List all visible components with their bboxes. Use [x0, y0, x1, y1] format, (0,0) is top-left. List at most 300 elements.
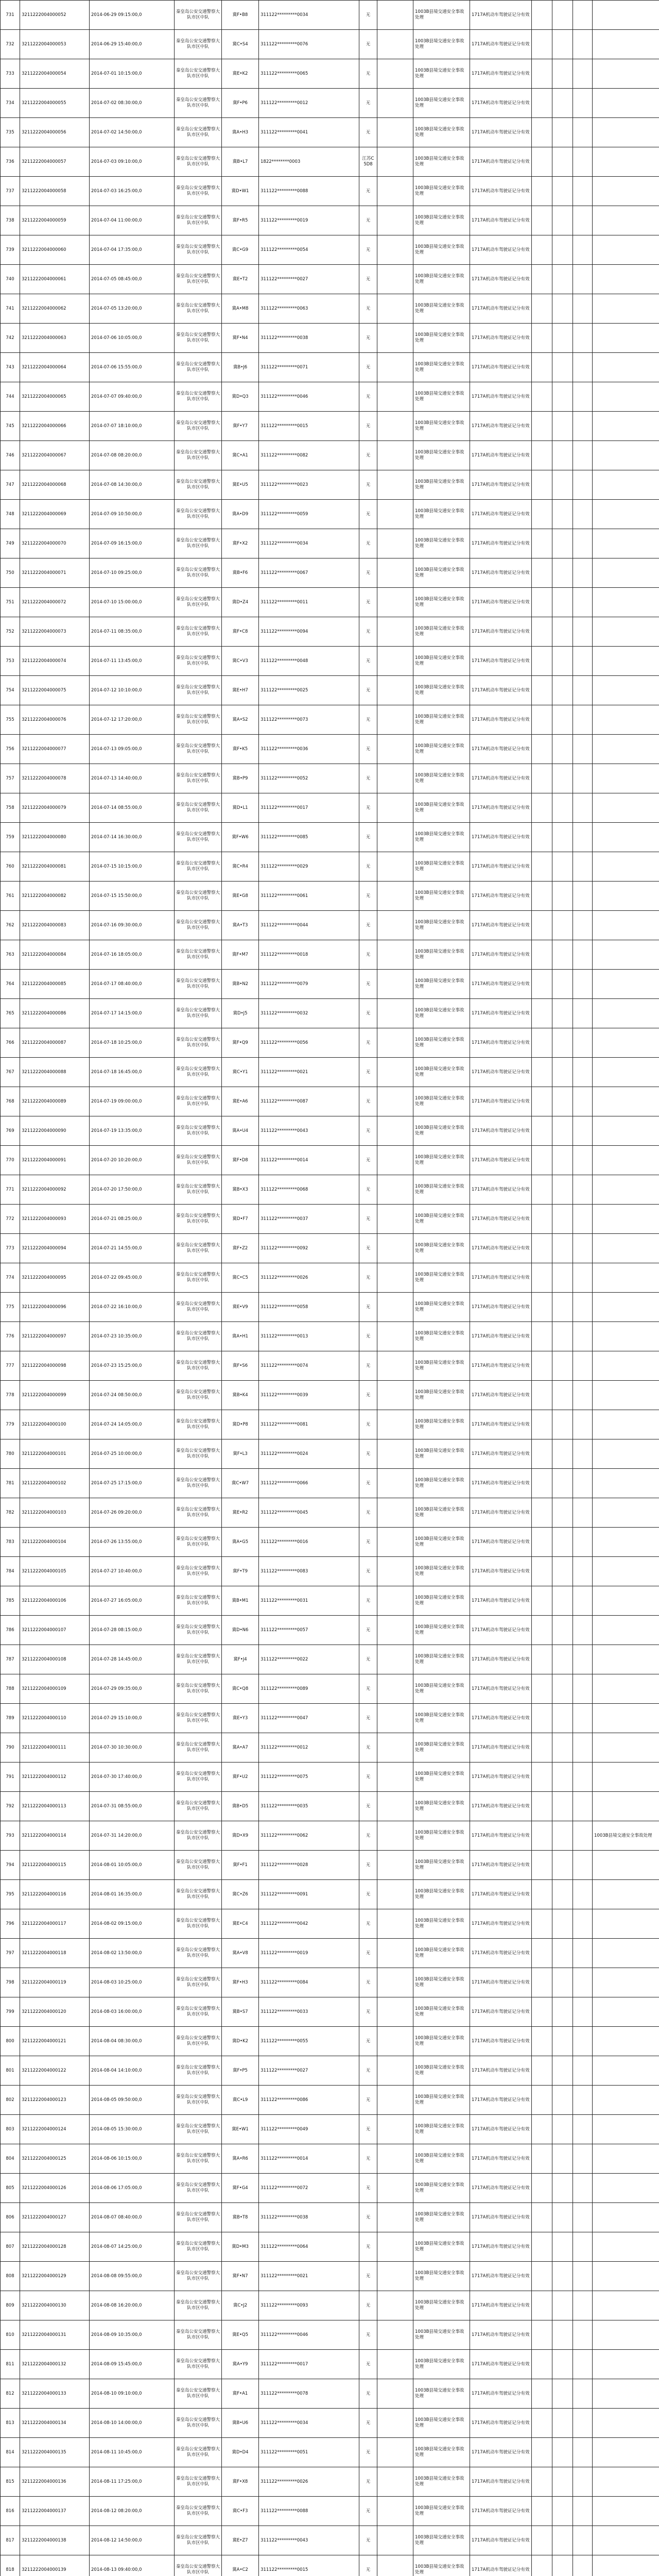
license-code: 1822********0003: [259, 147, 359, 177]
plate-number: 冀C•Q8: [222, 1674, 259, 1704]
record-time: 2014-07-22 09:45:00,0: [90, 1263, 175, 1293]
flag-cell: 无: [359, 89, 377, 118]
blank-cell: [552, 2232, 573, 2262]
violation-desc: 1003B县境交通安全事故处理: [413, 2526, 470, 2555]
table-row: [1, 1439, 659, 1469]
violation-desc: 1003B县境交通安全事故处理: [413, 2555, 470, 2576]
license-code: 311122*********0034: [259, 529, 359, 558]
remark-cell: [593, 558, 659, 588]
remark-cell: [593, 412, 659, 441]
plate-number: 冀B•T8: [222, 2203, 259, 2232]
blank-cell: [377, 1968, 413, 1997]
blank-cell: [377, 558, 413, 588]
flag-cell: 江苏C5D8: [359, 147, 377, 177]
violation-desc: 1003B县境交通安全事故处理: [413, 412, 470, 441]
penalty-desc: 1717A机动车驾驶证记分有效: [470, 500, 532, 529]
blank-cell: [552, 265, 573, 294]
issuing-unit: 秦皇岛公安交通警察大队市区中队: [175, 2555, 222, 2576]
plate-number: 冀E•V9: [222, 1293, 259, 1322]
remark-cell: [593, 1058, 659, 1087]
record-time: 2014-07-06 10:05:00,0: [90, 324, 175, 353]
issuing-unit: 秦皇岛公安交通警察大队市区中队: [175, 1880, 222, 1909]
blank-cell: [573, 500, 593, 529]
table-row: [1, 1381, 659, 1410]
record-time: 2014-07-26 09:20:00,0: [90, 1498, 175, 1528]
blank-cell: [377, 1880, 413, 1909]
blank-cell: [552, 911, 573, 940]
record-time: 2014-07-10 15:00:00,0: [90, 588, 175, 617]
violation-desc: 1003B县境交通安全事故处理: [413, 1469, 470, 1498]
blank-cell: [532, 382, 552, 412]
plate-number: 冀F•B8: [222, 1, 259, 30]
issuing-unit: 秦皇岛公安交通警察大队市区中队: [175, 2144, 222, 2174]
table-row: [1, 911, 659, 940]
license-code: 311122*********0026: [259, 2467, 359, 2497]
issuing-unit: 秦皇岛公安交通警察大队市区中队: [175, 735, 222, 764]
issuing-unit: 秦皇岛公安交通警察大队市区中队: [175, 1175, 222, 1205]
row-index: 754: [1, 676, 20, 705]
remark-cell: [593, 1, 659, 30]
row-index: 799: [1, 1997, 20, 2027]
flag-cell: 无: [359, 2350, 377, 2379]
issuing-unit: 秦皇岛公安交通警察大队市区中队: [175, 882, 222, 911]
license-code: 311122*********0044: [259, 911, 359, 940]
penalty-desc: 1717A机动车驾驶证记分有效: [470, 2467, 532, 2497]
blank-cell: [573, 59, 593, 89]
remark-cell: [593, 1645, 659, 1674]
blank-cell: [573, 2555, 593, 2576]
license-code: 311122*********0051: [259, 2438, 359, 2467]
flag-cell: 无: [359, 206, 377, 235]
issuing-unit: 秦皇岛公安交通警察大队市区中队: [175, 2115, 222, 2144]
record-id: 3211222004000130: [20, 2291, 90, 2320]
table-row: [1, 1762, 659, 1792]
blank-cell: [573, 1146, 593, 1175]
blank-cell: [552, 2291, 573, 2320]
license-code: 311122*********0049: [259, 2115, 359, 2144]
blank-cell: [532, 676, 552, 705]
issuing-unit: 秦皇岛公安交通警察大队市区中队: [175, 2379, 222, 2409]
issuing-unit: 秦皇岛公安交通警察大队市区中队: [175, 2291, 222, 2320]
remark-cell: [593, 2232, 659, 2262]
blank-cell: [377, 1528, 413, 1557]
penalty-desc: 1717A机动车驾驶证记分有效: [470, 1557, 532, 1586]
blank-cell: [377, 177, 413, 206]
row-index: 798: [1, 1968, 20, 1997]
issuing-unit: 秦皇岛公安交通警察大队市区中队: [175, 2027, 222, 2056]
record-time: 2014-07-16 18:05:00,0: [90, 940, 175, 970]
blank-cell: [377, 1939, 413, 1968]
license-code: 311122*********0028: [259, 1851, 359, 1880]
violation-desc: 1003B县境交通安全事故处理: [413, 1762, 470, 1792]
blank-cell: [552, 1058, 573, 1087]
violation-desc: 1003B县境交通安全事故处理: [413, 1351, 470, 1381]
license-code: 311122*********0063: [259, 294, 359, 324]
table-row: [1, 1792, 659, 1821]
flag-cell: 无: [359, 1792, 377, 1821]
table-row: [1, 558, 659, 588]
flag-cell: 无: [359, 2262, 377, 2291]
blank-cell: [377, 2262, 413, 2291]
violation-desc: 1003B县境交通安全事故处理: [413, 1498, 470, 1528]
table-row: [1, 59, 659, 89]
penalty-desc: 1717A机动车驾驶证记分有效: [470, 1381, 532, 1410]
issuing-unit: 秦皇岛公安交通警察大队市区中队: [175, 1704, 222, 1733]
blank-cell: [377, 206, 413, 235]
record-time: 2014-08-10 14:00:00,0: [90, 2409, 175, 2438]
record-id: 3211222004000092: [20, 1175, 90, 1205]
blank-cell: [552, 1205, 573, 1234]
plate-number: 冀F•C8: [222, 617, 259, 647]
remark-cell: [593, 1528, 659, 1557]
issuing-unit: 秦皇岛公安交通警察大队市区中队: [175, 1028, 222, 1058]
license-code: 311122*********0021: [259, 2262, 359, 2291]
remark-cell: [593, 1851, 659, 1880]
flag-cell: 无: [359, 1645, 377, 1674]
flag-cell: 无: [359, 1557, 377, 1586]
record-id: 3211222004000127: [20, 2203, 90, 2232]
blank-cell: [552, 177, 573, 206]
blank-cell: [573, 2144, 593, 2174]
blank-cell: [377, 882, 413, 911]
plate-number: 冀E•U5: [222, 470, 259, 500]
record-time: 2014-07-26 13:55:00,0: [90, 1528, 175, 1557]
violation-desc: 1003B县境交通安全事故处理: [413, 617, 470, 647]
penalty-desc: 1717A机动车驾驶证记分有效: [470, 441, 532, 470]
record-id: 3211222004000133: [20, 2379, 90, 2409]
blank-cell: [573, 558, 593, 588]
license-code: 311122*********0038: [259, 2203, 359, 2232]
blank-cell: [573, 147, 593, 177]
record-time: 2014-07-23 15:25:00,0: [90, 1351, 175, 1381]
blank-cell: [573, 1939, 593, 1968]
table-row: [1, 382, 659, 412]
blank-cell: [573, 2320, 593, 2350]
blank-cell: [532, 793, 552, 823]
violation-desc: 1003B县境交通安全事故处理: [413, 764, 470, 793]
record-time: 2014-07-27 16:05:00,0: [90, 1586, 175, 1616]
plate-number: 冀E•R2: [222, 1498, 259, 1528]
blank-cell: [377, 1175, 413, 1205]
remark-cell: [593, 324, 659, 353]
blank-cell: [573, 1087, 593, 1116]
blank-cell: [377, 265, 413, 294]
table-row: [1, 2526, 659, 2555]
row-index: 764: [1, 970, 20, 999]
violation-desc: 1003B县境交通安全事故处理: [413, 1205, 470, 1234]
table-row: [1, 235, 659, 265]
flag-cell: 无: [359, 2467, 377, 2497]
license-code: 311122*********0057: [259, 1616, 359, 1645]
record-time: 2014-07-30 10:30:00,0: [90, 1733, 175, 1762]
row-index: 801: [1, 2056, 20, 2086]
blank-cell: [377, 2203, 413, 2232]
remark-cell: [593, 1939, 659, 1968]
row-index: 758: [1, 793, 20, 823]
blank-cell: [573, 2203, 593, 2232]
record-id: 3211222004000135: [20, 2438, 90, 2467]
violation-desc: 1003B县境交通安全事故处理: [413, 823, 470, 852]
record-id: 3211222004000077: [20, 735, 90, 764]
blank-cell: [552, 1234, 573, 1263]
record-id: 3211222004000071: [20, 558, 90, 588]
record-time: 2014-07-03 09:10:00,0: [90, 147, 175, 177]
blank-cell: [377, 1381, 413, 1410]
violation-desc: 1003B县境交通安全事故处理: [413, 1616, 470, 1645]
blank-cell: [377, 1821, 413, 1851]
license-code: 311122*********0047: [259, 1704, 359, 1733]
record-time: 2014-07-13 14:40:00,0: [90, 764, 175, 793]
violation-desc: 1003B县境交通安全事故处理: [413, 705, 470, 735]
issuing-unit: 秦皇岛公安交通警察大队市区中队: [175, 147, 222, 177]
blank-cell: [377, 235, 413, 265]
blank-cell: [377, 2027, 413, 2056]
blank-cell: [377, 1322, 413, 1351]
issuing-unit: 秦皇岛公安交通警察大队市区中队: [175, 294, 222, 324]
issuing-unit: 秦皇岛公安交通警察大队市区中队: [175, 1469, 222, 1498]
record-time: 2014-07-24 14:05:00,0: [90, 1410, 175, 1439]
issuing-unit: 秦皇岛公安交通警察大队市区中队: [175, 412, 222, 441]
issuing-unit: 秦皇岛公安交通警察大队市区中队: [175, 30, 222, 59]
blank-cell: [552, 2350, 573, 2379]
issuing-unit: 秦皇岛公安交通警察大队市区中队: [175, 1263, 222, 1293]
blank-cell: [573, 2056, 593, 2086]
penalty-desc: 1717A机动车驾驶证记分有效: [470, 1, 532, 30]
blank-cell: [552, 294, 573, 324]
blank-cell: [573, 1439, 593, 1469]
remark-cell: [593, 1410, 659, 1439]
blank-cell: [532, 1293, 552, 1322]
row-index: 812: [1, 2379, 20, 2409]
violation-desc: 1003B县境交通安全事故处理: [413, 2350, 470, 2379]
blank-cell: [552, 882, 573, 911]
license-code: 311122*********0016: [259, 1528, 359, 1557]
blank-cell: [532, 1351, 552, 1381]
table-row: [1, 294, 659, 324]
record-id: 3211222004000139: [20, 2555, 90, 2576]
blank-cell: [573, 1586, 593, 1616]
record-id: 3211222004000090: [20, 1116, 90, 1146]
penalty-desc: 1717A机动车驾驶证记分有效: [470, 1146, 532, 1175]
blank-cell: [552, 1146, 573, 1175]
record-id: 3211222004000091: [20, 1146, 90, 1175]
violation-desc: 1003B县境交通安全事故处理: [413, 911, 470, 940]
penalty-desc: 1717A机动车驾驶证记分有效: [470, 1939, 532, 1968]
violation-desc: 1003B县境交通安全事故处理: [413, 2203, 470, 2232]
record-id: 3211222004000062: [20, 294, 90, 324]
table-row: [1, 1616, 659, 1645]
blank-cell: [552, 2086, 573, 2115]
blank-cell: [532, 2262, 552, 2291]
blank-cell: [552, 2144, 573, 2174]
blank-cell: [573, 2115, 593, 2144]
record-time: 2014-08-04 08:30:00,0: [90, 2027, 175, 2056]
plate-number: 冀A•D9: [222, 500, 259, 529]
blank-cell: [377, 2497, 413, 2526]
license-code: 311122*********0094: [259, 617, 359, 647]
issuing-unit: 秦皇岛公安交通警察大队市区中队: [175, 2467, 222, 2497]
remark-cell: [593, 1762, 659, 1792]
blank-cell: [532, 764, 552, 793]
blank-cell: [532, 911, 552, 940]
plate-number: 冀C•G9: [222, 235, 259, 265]
remark-cell: [593, 1146, 659, 1175]
record-id: 3211222004000074: [20, 647, 90, 676]
issuing-unit: 秦皇岛公安交通警察大队市区中队: [175, 206, 222, 235]
record-id: 3211222004000063: [20, 324, 90, 353]
penalty-desc: 1717A机动车驾驶证记分有效: [470, 1645, 532, 1674]
flag-cell: 无: [359, 441, 377, 470]
blank-cell: [552, 206, 573, 235]
blank-cell: [532, 1733, 552, 1762]
issuing-unit: 秦皇岛公安交通警察大队市区中队: [175, 1322, 222, 1351]
record-id: 3211222004000061: [20, 265, 90, 294]
issuing-unit: 秦皇岛公安交通警察大队市区中队: [175, 647, 222, 676]
plate-number: 冀C•L9: [222, 2086, 259, 2115]
plate-number: 冀F•U2: [222, 1762, 259, 1792]
flag-cell: 无: [359, 2174, 377, 2203]
table-row: [1, 206, 659, 235]
blank-cell: [552, 1116, 573, 1146]
flag-cell: 无: [359, 1351, 377, 1381]
table-row: [1, 470, 659, 500]
record-time: 2014-08-09 10:35:00,0: [90, 2320, 175, 2350]
blank-cell: [573, 235, 593, 265]
record-id: 3211222004000070: [20, 529, 90, 558]
issuing-unit: 秦皇岛公安交通警察大队市区中队: [175, 2056, 222, 2086]
row-index: 789: [1, 1704, 20, 1733]
flag-cell: 无: [359, 382, 377, 412]
violation-desc: 1003B县境交通安全事故处理: [413, 793, 470, 823]
record-id: 3211222004000101: [20, 1439, 90, 1469]
violation-desc: 1003B县境交通安全事故处理: [413, 2438, 470, 2467]
plate-number: 冀B•X3: [222, 1175, 259, 1205]
record-id: 3211222004000128: [20, 2232, 90, 2262]
blank-cell: [377, 118, 413, 147]
plate-number: 冀F•A1: [222, 2379, 259, 2409]
record-id: 3211222004000065: [20, 382, 90, 412]
violation-desc: 1003B县境交通安全事故处理: [413, 588, 470, 617]
violation-desc: 1003B县境交通安全事故处理: [413, 235, 470, 265]
blank-cell: [532, 353, 552, 382]
remark-cell: [593, 1234, 659, 1263]
issuing-unit: 秦皇岛公安交通警察大队市区中队: [175, 1645, 222, 1674]
plate-number: 冀B•M1: [222, 1586, 259, 1616]
remark-cell: [593, 470, 659, 500]
license-code: 311122*********0062: [259, 1821, 359, 1851]
issuing-unit: 秦皇岛公安交通警察大队市区中队: [175, 1733, 222, 1762]
plate-number: 冀E•Z7: [222, 2526, 259, 2555]
violation-desc: 1003B县境交通安全事故处理: [413, 647, 470, 676]
license-code: 311122*********0081: [259, 1410, 359, 1439]
blank-cell: [573, 2291, 593, 2320]
plate-number: 冀F•L3: [222, 1439, 259, 1469]
record-id: 3211222004000117: [20, 1909, 90, 1939]
remark-cell: [593, 705, 659, 735]
penalty-desc: 1717A机动车驾驶证记分有效: [470, 2320, 532, 2350]
remark-cell: [593, 1733, 659, 1762]
row-index: 783: [1, 1528, 20, 1557]
table-row: [1, 147, 659, 177]
record-time: 2014-07-27 10:40:00,0: [90, 1557, 175, 1586]
flag-cell: 无: [359, 1410, 377, 1439]
license-code: 311122*********0085: [259, 823, 359, 852]
issuing-unit: 秦皇岛公安交通警察大队市区中队: [175, 2438, 222, 2467]
table-row: [1, 529, 659, 558]
flag-cell: 无: [359, 970, 377, 999]
remark-cell: [593, 529, 659, 558]
record-id: 3211222004000118: [20, 1939, 90, 1968]
table-row: [1, 2174, 659, 2203]
table-row: [1, 2467, 659, 2497]
license-code: 311122*********0088: [259, 2497, 359, 2526]
row-index: 757: [1, 764, 20, 793]
blank-cell: [573, 1645, 593, 1674]
remark-cell: [593, 1880, 659, 1909]
table-row: [1, 500, 659, 529]
row-index: 756: [1, 735, 20, 764]
penalty-desc: 1717A机动车驾驶证记分有效: [470, 2262, 532, 2291]
plate-number: 冀B•F6: [222, 558, 259, 588]
record-id: 3211222004000107: [20, 1616, 90, 1645]
license-code: 311122*********0064: [259, 2232, 359, 2262]
violation-desc: 1003B县境交通安全事故处理: [413, 2027, 470, 2056]
blank-cell: [532, 412, 552, 441]
penalty-desc: 1717A机动车驾驶证记分有效: [470, 59, 532, 89]
flag-cell: 无: [359, 852, 377, 882]
row-index: 817: [1, 2526, 20, 2555]
license-code: 311122*********0024: [259, 1439, 359, 1469]
penalty-desc: 1717A机动车驾驶证记分有效: [470, 705, 532, 735]
blank-cell: [377, 412, 413, 441]
record-time: 2014-07-19 13:35:00,0: [90, 1116, 175, 1146]
issuing-unit: 秦皇岛公安交通警察大队市区中队: [175, 1087, 222, 1116]
issuing-unit: 秦皇岛公安交通警察大队市区中队: [175, 558, 222, 588]
record-id: 3211222004000069: [20, 500, 90, 529]
blank-cell: [377, 970, 413, 999]
blank-cell: [552, 1439, 573, 1469]
plate-number: 冀A•C2: [222, 2555, 259, 2576]
blank-cell: [532, 1205, 552, 1234]
blank-cell: [573, 2086, 593, 2115]
row-index: 750: [1, 558, 20, 588]
blank-cell: [552, 2203, 573, 2232]
issuing-unit: 秦皇岛公安交通警察大队市区中队: [175, 59, 222, 89]
row-index: 738: [1, 206, 20, 235]
blank-cell: [532, 1557, 552, 1586]
record-id: 3211222004000053: [20, 30, 90, 59]
violation-desc: 1003B县境交通安全事故处理: [413, 2232, 470, 2262]
blank-cell: [573, 1410, 593, 1439]
issuing-unit: 秦皇岛公安交通警察大队市区中队: [175, 353, 222, 382]
record-time: 2014-08-02 13:50:00,0: [90, 1939, 175, 1968]
violation-desc: 1003B县境交通安全事故处理: [413, 470, 470, 500]
penalty-desc: 1717A机动车驾驶证记分有效: [470, 852, 532, 882]
row-index: 740: [1, 265, 20, 294]
blank-cell: [573, 529, 593, 558]
issuing-unit: 秦皇岛公安交通警察大队市区中队: [175, 2232, 222, 2262]
record-time: 2014-07-15 10:15:00,0: [90, 852, 175, 882]
penalty-desc: 1717A机动车驾驶证记分有效: [470, 558, 532, 588]
blank-cell: [377, 647, 413, 676]
blank-cell: [573, 2526, 593, 2555]
table-row: [1, 2291, 659, 2320]
blank-cell: [532, 1234, 552, 1263]
blank-cell: [532, 500, 552, 529]
plate-number: 冀C•W7: [222, 1469, 259, 1498]
blank-cell: [552, 470, 573, 500]
remark-cell: [593, 1997, 659, 2027]
